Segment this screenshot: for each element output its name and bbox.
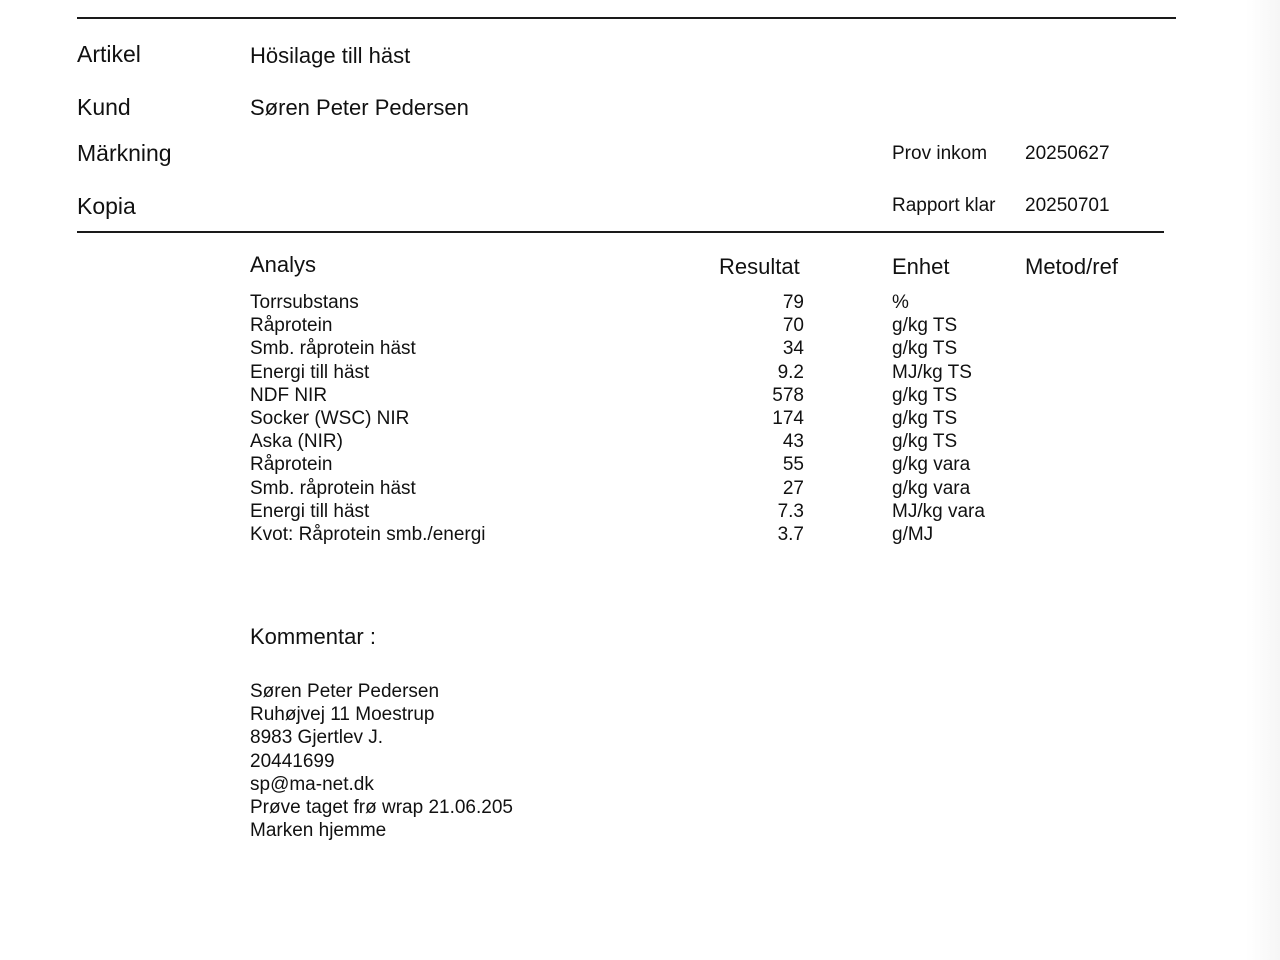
prov-inkom-value: 20250627: [1025, 143, 1110, 164]
analysis-unit: %: [892, 292, 909, 313]
analysis-name: Torrsubstans: [250, 292, 359, 313]
comment-line: Søren Peter Pedersen: [250, 681, 440, 702]
analysis-unit: g/MJ: [892, 523, 934, 545]
analysis-value: 43: [782, 431, 804, 453]
analysis-name: Energi till häst: [250, 500, 370, 522]
comment-line: Marken hjemme: [250, 820, 387, 842]
table-row: [0, 453, 1280, 476]
analysis-unit: g/kg TS: [892, 407, 958, 429]
table-row: [0, 291, 1280, 314]
analysis-unit: g/kg vara: [892, 477, 971, 499]
table-row: [0, 384, 1280, 407]
comment-body: [250, 680, 513, 842]
artikel-value: Hösilage till häst: [250, 43, 411, 68]
analysis-value: 7.3: [777, 500, 804, 522]
table-row: [0, 477, 1280, 500]
comment-line: 20441699: [250, 750, 335, 772]
comment-line: 8983 Gjertlev J.: [250, 727, 384, 749]
kopia-label: Kopia: [77, 193, 136, 219]
rapport-klar-label: Rapport klar: [892, 195, 996, 216]
analysis-table: [0, 291, 1280, 546]
comment-line: Prøve taget frø wrap 21.06.205: [250, 797, 513, 819]
analysis-unit: g/kg TS: [892, 384, 958, 406]
analysis-unit: g/kg vara: [892, 454, 971, 476]
table-row: [0, 314, 1280, 337]
analysis-name: Kvot: Råprotein smb./energi: [250, 523, 486, 545]
rapport-klar-value: 20250701: [1025, 195, 1110, 216]
analysis-name: NDF NIR: [250, 384, 328, 406]
analysis-name: Råprotein: [250, 454, 333, 476]
analysis-unit: MJ/kg TS: [892, 361, 972, 383]
analysis-value: 3.7: [777, 523, 804, 545]
markning-label: Märkning: [77, 140, 172, 166]
column-header-analys: Analys: [250, 252, 317, 277]
analysis-unit: g/kg TS: [892, 315, 958, 337]
header-rule: [77, 231, 1164, 233]
prov-inkom-label: Prov inkom: [892, 143, 988, 164]
comment-title: Kommentar :: [250, 624, 376, 649]
table-row: [0, 337, 1280, 360]
analysis-value: 70: [782, 315, 804, 337]
table-row: [0, 361, 1280, 384]
column-header-resultat: Resultat: [719, 254, 800, 279]
kund-value: Søren Peter Pedersen: [250, 95, 469, 120]
analysis-value: 27: [782, 477, 804, 499]
artikel-label: Artikel: [77, 41, 141, 67]
analysis-name: Smb. råprotein häst: [250, 338, 416, 360]
analysis-name: Råprotein: [250, 315, 333, 337]
analysis-name: Aska (NIR): [250, 431, 343, 453]
analysis-name: Energi till häst: [250, 361, 370, 383]
table-row: [0, 500, 1280, 523]
table-row: [0, 407, 1280, 430]
scan-edge-shadow: [1246, 0, 1280, 960]
analysis-value: 9.2: [777, 361, 804, 383]
analysis-value: 79: [782, 292, 804, 313]
column-header-enhet: Enhet: [892, 254, 950, 279]
comment-line: sp@ma-net.dk: [250, 773, 374, 795]
analysis-name: Socker (WSC) NIR: [250, 407, 410, 429]
analysis-unit: MJ/kg vara: [892, 500, 985, 522]
top-rule: [77, 17, 1176, 19]
column-header-metod: Metod/ref: [1025, 254, 1118, 279]
analysis-value: 34: [782, 338, 804, 360]
table-row: [0, 430, 1280, 453]
analysis-value: 578: [772, 384, 804, 406]
comment-line: Ruhøjvej 11 Moestrup: [250, 704, 435, 726]
analysis-unit: g/kg TS: [892, 431, 958, 453]
table-row: [0, 523, 1280, 546]
analysis-name: Smb. råprotein häst: [250, 477, 416, 499]
analysis-value: 55: [782, 454, 804, 476]
analysis-value: 174: [772, 407, 804, 429]
analysis-unit: g/kg TS: [892, 338, 958, 360]
kund-label: Kund: [77, 94, 131, 120]
